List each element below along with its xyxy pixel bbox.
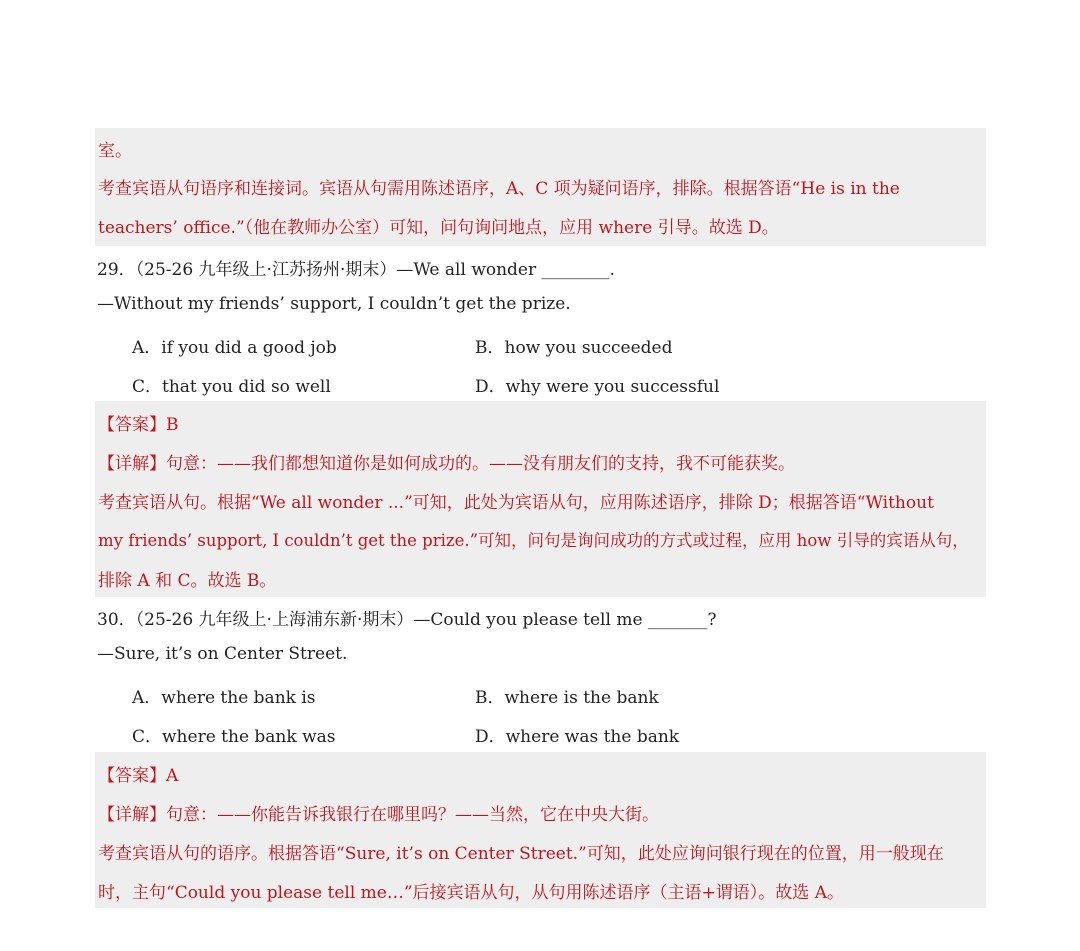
explanation-line: 室。 xyxy=(98,141,132,161)
detail-line xyxy=(98,449,795,474)
detail-tag: 【详解】 xyxy=(98,454,166,474)
question-30-reply: —Sure, it’s on Center Street. xyxy=(97,644,348,664)
question-30-stem: 30．（25-26 九年级上·上海浦东新·期末）—Could you please tell me _______? xyxy=(97,610,717,630)
question-30-option-c: C．where the bank was xyxy=(132,727,336,747)
question-29-stem: 29．（25-26 九年级上·江苏扬州·期末）—We all wonder ________. xyxy=(97,260,615,280)
detail-tag: 【详解】 xyxy=(98,805,166,825)
explanation-line: teachers’ office.”（他在教师办公室）可知，问句询问地点，应用 where 引导。故选 D。 xyxy=(98,218,779,238)
answer-block-28 xyxy=(95,128,986,246)
question-29-option-c: C．that you did so well xyxy=(132,377,331,397)
explanation-line: 考查宾语从句语序和连接词。宾语从句需用陈述语序，A、C 项为疑问语序，排除。根据答语“He is in the xyxy=(98,179,900,199)
answer-block-30 xyxy=(95,752,986,908)
explanation-line: 时，主句“Could you please tell me…”后接宾语从句，从句用陈述语序（主语+谓语）。故选 A。 xyxy=(98,883,844,903)
explanation-line: 考查宾语从句的语序。根据答语“Sure, it’s on Center Street.”可知，此处应询问银行现在的位置，用一般现在 xyxy=(98,844,944,864)
answer-block-29 xyxy=(95,401,986,597)
explanation-line: 考查宾语从句。根据“We all wonder ...”可知，此处为宾语从句，应用陈述语序，排除 D；根据答语“Without xyxy=(98,493,934,513)
answer-label: 【答案】B xyxy=(98,415,179,435)
explanation-line: 排除 A 和 C。故选 B。 xyxy=(98,571,277,591)
question-29-option-a: A．if you did a good job xyxy=(132,338,337,358)
explanation-line: my friends’ support, I couldn’t get the prize.”可知，问句是询问成功的方式或过程，应用 how 引导的宾语从句， xyxy=(98,531,969,550)
question-29-option-b: B．how you succeeded xyxy=(475,338,673,358)
question-30-option-b: B．where is the bank xyxy=(475,688,659,708)
question-30-option-a: A．where the bank is xyxy=(132,688,316,708)
question-29-reply: —Without my friends’ support, I couldn’t get the prize. xyxy=(97,294,571,314)
question-30-option-d: D．where was the bank xyxy=(475,727,680,747)
detail-text: 句意：——我们都想知道你是如何成功的。——没有朋友们的支持，我不可能获奖。 xyxy=(166,454,795,474)
question-29-option-d: D．why were you successful xyxy=(475,377,720,397)
detail-text: 句意：——你能告诉我银行在哪里吗？——当然，它在中央大街。 xyxy=(166,805,659,825)
detail-line xyxy=(98,800,659,825)
answer-label: 【答案】A xyxy=(98,766,179,786)
